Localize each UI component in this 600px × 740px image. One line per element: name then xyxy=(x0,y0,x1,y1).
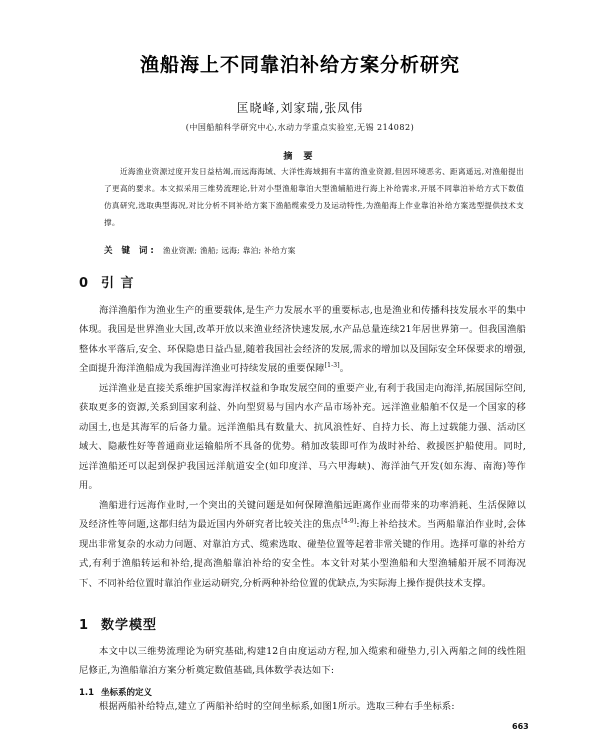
intro-paragraph-3: 渔船进行远海作业时,一个突出的关键问题是如何保障渔船远距离作业而带来的功率消耗、生活保障以及经济性等问题,这都归结为最近国内外研究者比较关注的焦点[4-9]:海上补给技术。当两船靠泊作业时,会体现出非常复杂的水动力问题、对靠泊方式、缆索选取、碰垫位置等起着非常关键的作用。选择可靠的补给方式,有利于渔船转运和补给,提高渔船靠泊补给的安全性。本文针对某小型渔船和大型渔辅船开展不同海况下、不同补给位置时靠泊作业运动研究,分析两种补给位置的优缺点,为实际海上操作提供技术支撑。 xyxy=(79,500,526,589)
section-heading-intro xyxy=(79,272,135,291)
page-number: 663 xyxy=(512,722,529,731)
citation: [4-9] xyxy=(341,518,357,526)
model-paragraph-1: 本文中以三维势流理论为研究基础,构建12自由度运动方程,加入缆索和碰垫力,引入两船之间的线性阻尼修正,为渔船靠泊方案分析奠定数值基础,具体数学表达如下: xyxy=(79,646,526,677)
keywords xyxy=(104,244,524,258)
intro-paragraph-1: 海洋渔船作为渔业生产的重要载体,是生产力发展水平的重要标志,也是渔业和传播科技发展水平的集中体现。我国是世界渔业大国,改革开放以来渔业经济快速发展,水产品总量连续21年居世界第一。但我国渔船整体水平落后,安全、环保隐患日益凸显,随着我国社会经济的发展,需求的增加以及国际安全环保要求的增强,全面提升海洋渔船成为我国海洋渔业可持续发展的重要保障[1-3]。 xyxy=(79,305,526,375)
section-number: 1 xyxy=(79,618,90,633)
abstract-heading: 摘 要 xyxy=(283,152,317,162)
section-heading-model xyxy=(79,614,157,633)
affiliation: (中国船舶科学研究中心,水动力学重点实验室,无锡 214082) xyxy=(185,123,415,132)
citation: [1-3] xyxy=(324,362,340,370)
subsection-title: 坐标系的定义 xyxy=(101,688,153,698)
paper-title: 渔船海上不同靠泊补给方案分析研究 xyxy=(139,54,460,76)
section-number: 0 xyxy=(79,276,90,291)
keywords-label: 关 键 词: xyxy=(104,246,157,256)
abstract-text: 近海渔业资源过度开发日益枯竭,而远海海域、大洋性海域拥有丰富的渔业资源,但因环境恶劣、距离遥远,对渔船提出了更高的要求。本文拟采用三维势流理论,针对小型渔船靠泊大型渔辅船进行海上补给需求,开展不同靠泊补给方式下数值仿真研究,选取典型海况,对比分析不同补给方案下渔船缆索受力及运动特性,为渔船海上作业靠泊补给方案选型提供技术支撑。 xyxy=(104,167,524,227)
section-title: 数学模型 xyxy=(101,618,158,633)
section-title: 引 言 xyxy=(101,276,135,291)
model-paragraph-2: 根据两船补给特点,建立了两船补给时的空间坐标系,如图1所示。选取三种右手坐标系: xyxy=(99,701,455,712)
subsection-number: 1.1 xyxy=(79,688,95,698)
intro-paragraph-2: 远洋渔业是直接关系维护国家海洋权益和争取发展空间的重要产业,有利于我国走向海洋,拓展国际空间,获取更多的资源,关系到国家利益、外向型贸易与国内水产品市场补充。远洋渔业船舶不仅是一个国家的移动国土,也是其海军的后备力量。远洋渔船具有数量大、抗风浪性好、自持力长、海上过载能力强、活动区域大、隐蔽性好等普通商业运输船所不具备的优势。稍加改装即可作为战时补给、救援医护船使用。同时,远洋渔船还可以起到保护我国远洋航道安全(如印度洋、马六甲海峡)、海洋油气开发(如东海、南海)等作用。 xyxy=(79,383,526,492)
author-list: 匡晓峰,刘家瑞,张凤伟 xyxy=(236,101,364,115)
keywords-text: 渔业资源; 渔船; 远海; 靠泊; 补给方案 xyxy=(162,246,296,255)
